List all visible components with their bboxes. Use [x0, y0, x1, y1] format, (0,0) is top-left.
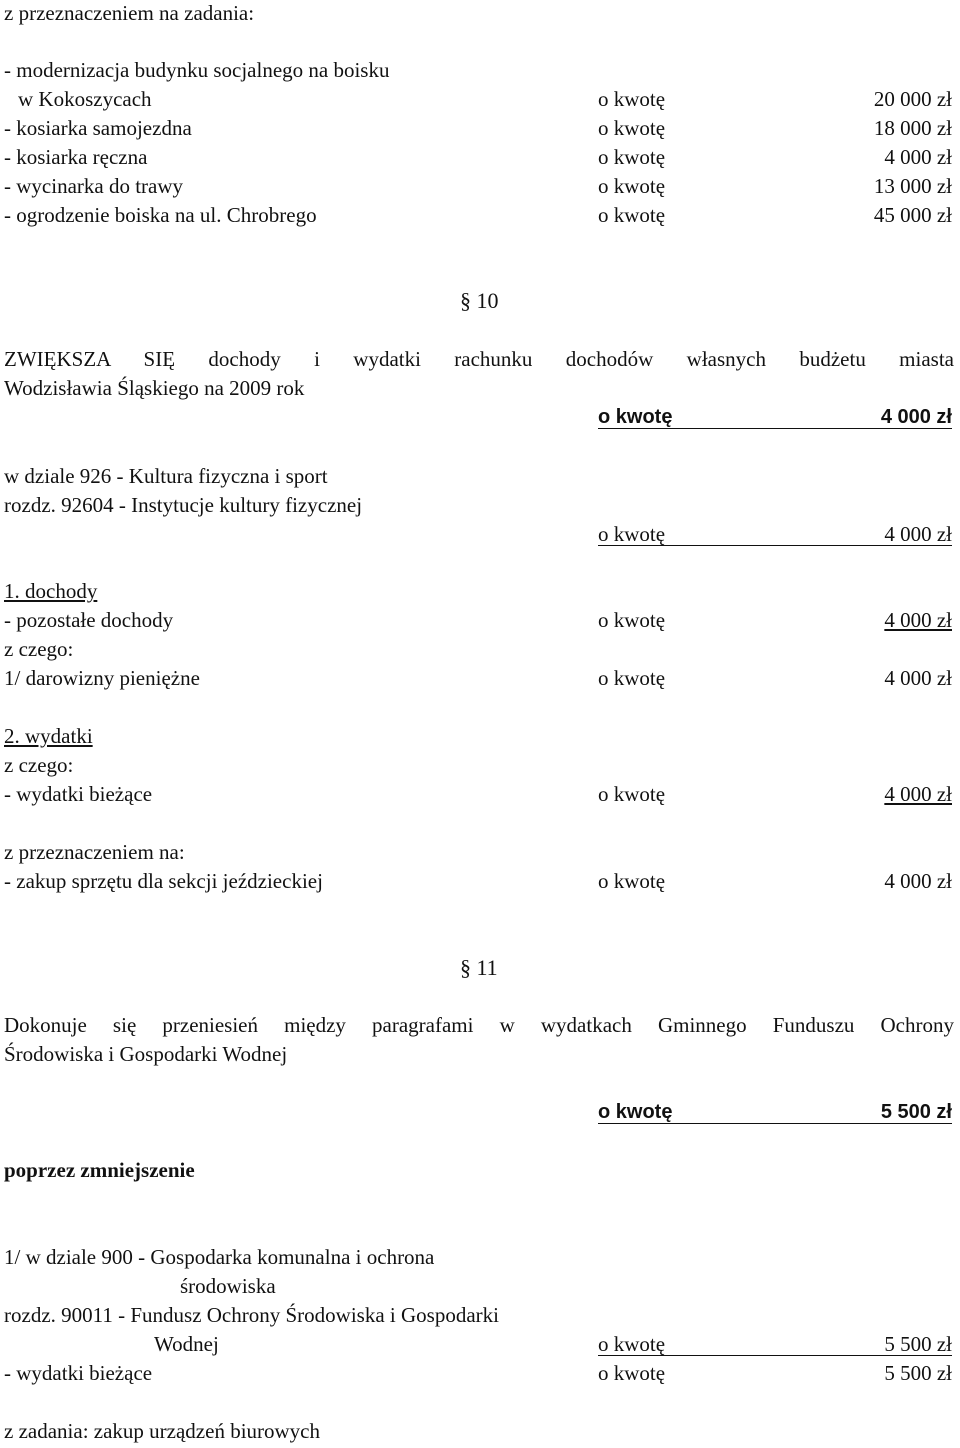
- section-11-total-kw: o kwotę: [598, 1101, 673, 1123]
- rozdz-amount: 5 500 zł: [884, 1332, 952, 1356]
- item-label: - ogrodzenie boiska na ul. Chrobrego: [4, 203, 317, 227]
- item-kw: o kwotę: [598, 174, 666, 198]
- zakup-amount: 4 000 zł: [884, 869, 952, 893]
- rozdz-underline: [598, 1355, 952, 1356]
- darowizny-kw: o kwotę: [598, 666, 666, 690]
- darowizny-amount: 4 000 zł: [884, 666, 952, 690]
- section-10-total-amount: 4 000 zł: [880, 406, 952, 428]
- dzial-line: w dziale 926 - Kultura fizyczna i sport: [4, 464, 328, 488]
- item-label: - modernizacja budynku socjalnego na boisku: [4, 58, 390, 82]
- section-11-number: § 11: [460, 955, 498, 980]
- item-kw: o kwotę: [598, 145, 666, 169]
- darowizny-item: 1/ darowizny pieniężne: [4, 666, 200, 690]
- z-czego-label: z czego:: [4, 637, 74, 661]
- purpose-heading: z przeznaczeniem na zadania:: [4, 1, 255, 25]
- rozdz-line: rozdz. 92604 - Instytucje kultury fizycznej: [4, 493, 363, 517]
- item-label: - wycinarka do trawy: [4, 174, 184, 198]
- zadania-line: z zadania: zakup urządzeń biurowych: [4, 1419, 321, 1443]
- wydatki-kw: o kwotę: [598, 1361, 666, 1385]
- item-kw: o kwotę: [598, 203, 666, 227]
- item-kw: o kwotę: [598, 87, 666, 111]
- poprzez-label: poprzez zmniejszenie: [4, 1158, 195, 1182]
- dochody-item: - pozostałe dochody: [4, 608, 174, 632]
- wydatki-kw: o kwotę: [598, 782, 666, 806]
- item-label: - kosiarka ręczna: [4, 145, 148, 169]
- item-amount: 4 000 zł: [884, 145, 952, 169]
- rozdz-underline: [598, 545, 952, 546]
- rozdz-line2: Wodnej: [154, 1332, 219, 1356]
- item-amount: 20 000 zł: [873, 87, 952, 111]
- wydatki-amount: 4 000 zł: [884, 782, 952, 806]
- wydatki-item: - wydatki bieżące: [4, 1361, 153, 1385]
- rozdz-line1: rozdz. 90011 - Fundusz Ochrony Środowiska i Gospodarki: [4, 1303, 499, 1327]
- section-10-intro-line1: ZWIĘKSZA SIĘ dochody i wydatki rachunku dochodów własnych budżetu miasta: [4, 347, 954, 371]
- section-10-intro-line2: Wodzisławia Śląskiego na 2009 rok: [4, 376, 305, 400]
- rozdz-amount: 4 000 zł: [884, 522, 952, 546]
- wydatki-heading: 2. wydatki: [4, 724, 93, 748]
- total-underline: [598, 428, 952, 429]
- section-11-total-amount: 5 500 zł: [880, 1101, 952, 1123]
- zakup-item: - zakup sprzętu dla sekcji jeździeckiej: [4, 869, 323, 893]
- item-amount: 18 000 zł: [873, 116, 952, 140]
- zakup-kw: o kwotę: [598, 869, 666, 893]
- dochody-heading: 1. dochody: [4, 579, 98, 603]
- rozdz-kw: o kwotę: [598, 1332, 666, 1356]
- section-11-intro-line1: Dokonuje się przeniesień między paragrafami w wydatkach Gminnego Funduszu Ochrony: [4, 1013, 954, 1037]
- section-10-total-kw: o kwotę: [598, 406, 673, 428]
- total-underline: [598, 1123, 952, 1124]
- przeznaczenie-label: z przeznaczeniem na:: [4, 840, 185, 864]
- item-kw: o kwotę: [598, 116, 666, 140]
- item-amount: 45 000 zł: [873, 203, 952, 227]
- item-label: w Kokoszycach: [18, 87, 152, 111]
- wydatki-amount: 5 500 zł: [884, 1361, 952, 1385]
- dzial-line2: środowiska: [180, 1274, 276, 1298]
- item-amount: 13 000 zł: [873, 174, 952, 198]
- dochody-amount: 4 000 zł: [884, 608, 952, 632]
- rozdz-kw: o kwotę: [598, 522, 666, 546]
- item-label: - kosiarka samojezdna: [4, 116, 192, 140]
- dochody-kw: o kwotę: [598, 608, 666, 632]
- section-11-intro-line2: Środowiska i Gospodarki Wodnej: [4, 1042, 288, 1066]
- wydatki-item: - wydatki bieżące: [4, 782, 153, 806]
- z-czego-label: z czego:: [4, 753, 74, 777]
- section-10-number: § 10: [460, 288, 499, 313]
- dzial-line1: 1/ w dziale 900 - Gospodarka komunalna i ochrona: [4, 1245, 435, 1269]
